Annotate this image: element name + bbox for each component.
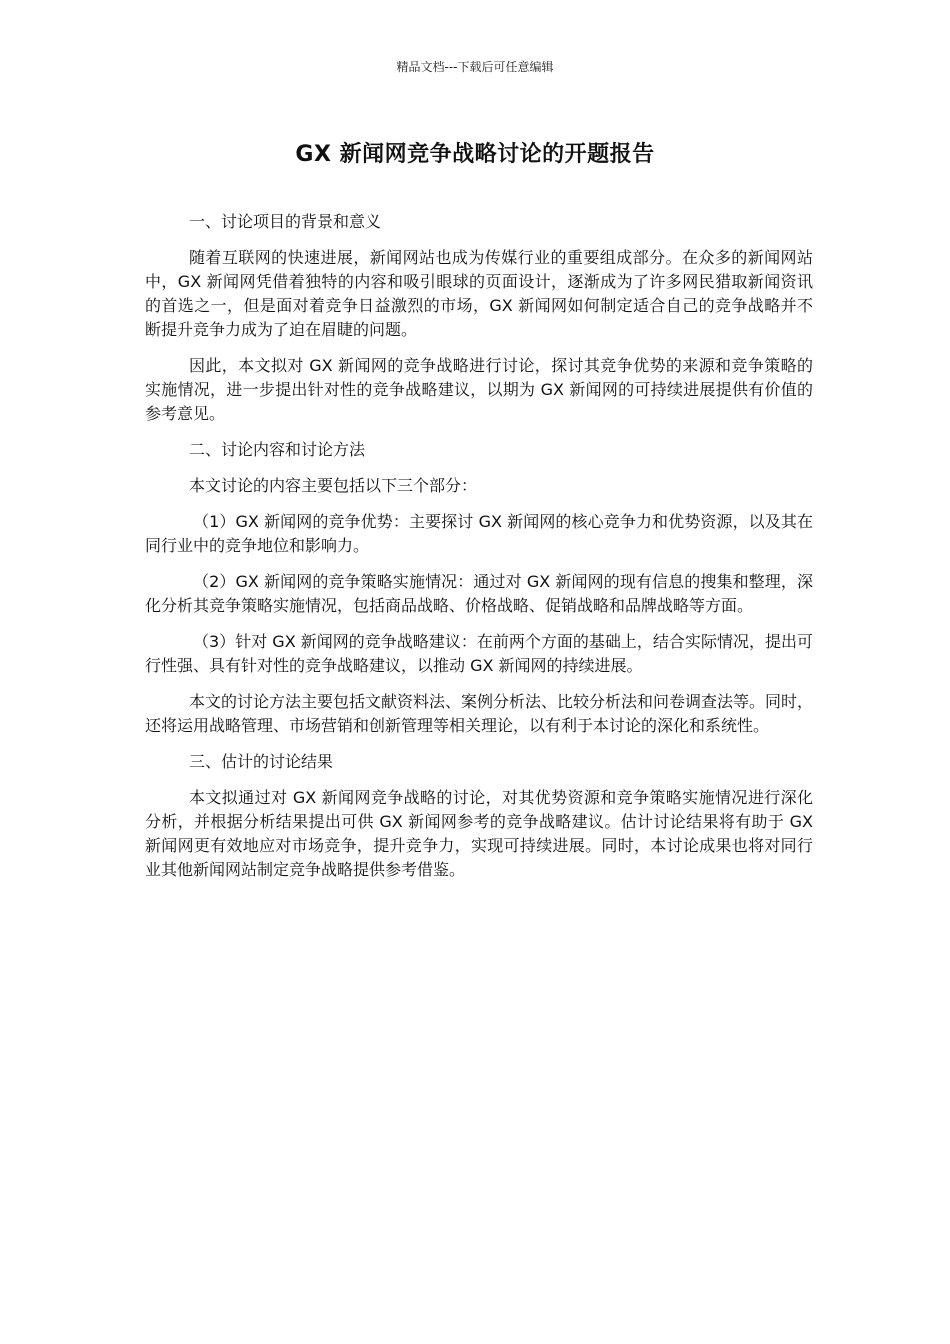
paragraph-background: 随着互联网的快速进展，新闻网站也成为传媒行业的重要组成部分。在众多的新闻网站中，GX 新闻网凭借着独特的内容和吸引眼球的页面设计，逐渐成为了许多网民猎取新闻资讯的首选之一，但是面对着竞争日益激烈的市场，GX 新闻网如何制定适合自己的竞争战略并不断提升竞争力成为了迫在眉睫的问题。: [145, 248, 813, 339]
list-item-2: （2）GX 新闻网的竞争策略实施情况：通过对 GX 新闻网的现有信息的搜集和整理，深化分析其竞争策略实施情况，包括商品战略、价格战略、促销战略和品牌战略等方面。: [145, 572, 813, 615]
document-body: [145, 210, 813, 894]
section-heading-content-methods: 二、讨论内容和讨论方法: [189, 440, 366, 459]
paragraph-methods: 本文的讨论方法主要包括文献资料法、案例分析法、比较分析法和问卷调查法等。同时，还将运用战略管理、市场营销和创新管理等相关理论，以有利于本讨论的深化和系统性。: [145, 692, 814, 735]
header-note: 精品文档---下载后可任意编辑: [396, 60, 554, 74]
list-item-3: （3）针对 GX 新闻网的竞争战略建议：在前两个方面的基础上，结合实际情况，提出可行性强、具有针对性的竞争战略建议，以推动 GX 新闻网的持续进展。: [145, 632, 813, 675]
paragraph-expected-results: 本文拟通过对 GX 新闻网竞争战略的讨论，对其优势资源和竞争策略实施情况进行深化分析，并根据分析结果提出可供 GX 新闻网参考的竞争战略建议。估计讨论结果将有助于 GX 新闻网更有效地应对市场竞争，提升竞争力，实现可持续进展。同时，本讨论成果也将对同行业其他新闻网站制定竞争战略提供参考借鉴。: [145, 788, 813, 879]
section-heading-expected-results: 三、估计的讨论结果: [189, 752, 334, 771]
section-heading-background: 一、讨论项目的背景和意义: [189, 212, 382, 231]
list-item-1: （1）GX 新闻网的竞争优势：主要探讨 GX 新闻网的核心竞争力和优势资源，以及其在同行业中的竞争地位和影响力。: [145, 512, 813, 555]
paragraph-content-intro: 本文讨论的内容主要包括以下三个部分：: [189, 476, 478, 495]
paragraph-purpose: 因此，本文拟对 GX 新闻网的竞争战略进行讨论，探讨其竞争优势的来源和竞争策略的实施情况，进一步提出针对性的竞争战略建议，以期为 GX 新闻网的可持续进展提供有价值的参考意见。: [145, 356, 813, 423]
document-title: GX 新闻网竞争战略讨论的开题报告: [295, 142, 655, 167]
